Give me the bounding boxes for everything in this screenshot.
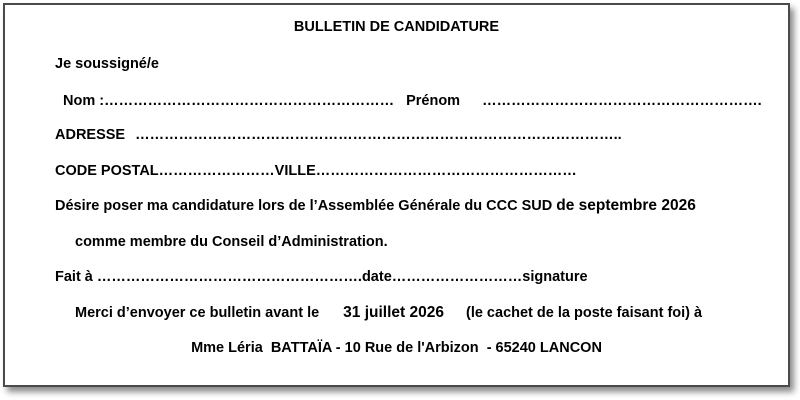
code-postal-label: CODE POSTAL [55, 163, 159, 179]
adresse-field[interactable]: ……………………………………………………………………………………….. [135, 127, 622, 143]
candidature-row [55, 197, 696, 215]
merci-text: Merci d’envoyer ce bulletin avant le [75, 305, 320, 321]
ville-label: VILLE [274, 163, 316, 179]
date-field[interactable]: ……………………… [391, 269, 523, 285]
membre-text: comme membre du Conseil d’Administration. [75, 234, 388, 250]
deadline-date: 31 juillet 2026 [343, 304, 444, 321]
ville-field[interactable]: ……………………………………………… [315, 163, 577, 179]
fait-label: Fait à [55, 269, 93, 285]
cachet-text: (le cachet de la poste faisant foi) à [465, 305, 703, 321]
signature-label: signature [522, 269, 588, 285]
form-title: BULLETIN DE CANDIDATURE [293, 19, 500, 35]
date-label: date [361, 269, 392, 285]
fait-row [55, 268, 588, 286]
candidature-form [3, 3, 790, 387]
nom-field[interactable]: …………………………………………………… [104, 93, 395, 109]
merci-row [75, 304, 702, 322]
adresse-row [55, 126, 622, 144]
name-row [63, 92, 762, 110]
code-postal-row [55, 162, 577, 180]
intro-text: Je soussigné/e [55, 56, 159, 72]
recipient-address: Mme Léria BATTAÏA - 10 Rue de l'Arbizon - 65240 LANCON [191, 340, 602, 356]
adresse-label: ADRESSE [55, 127, 126, 143]
prenom-label: Prénom [406, 93, 461, 109]
fait-field[interactable]: ………………………………………………. [96, 269, 362, 285]
nom-label: Nom : [63, 93, 105, 109]
assembly-date: de septembre 2026 [556, 197, 696, 214]
prenom-field[interactable]: …………………………………………………. [482, 93, 762, 109]
code-postal-field[interactable]: …………………… [158, 163, 275, 179]
candidature-text: Désire poser ma candidature lors de l’Assemblée Générale du CCC SUD [55, 198, 553, 214]
